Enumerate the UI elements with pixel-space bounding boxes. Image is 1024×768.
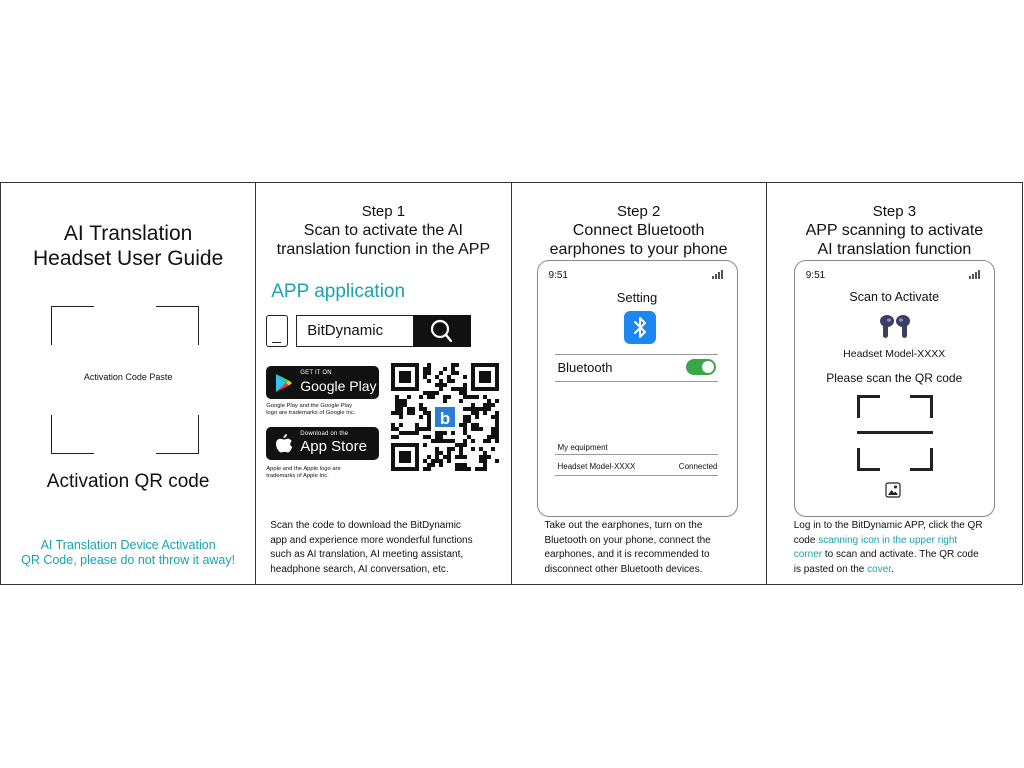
activation-qr-label: Activation QR code <box>46 471 210 492</box>
please-scan-text: Please scan the QR code <box>826 371 963 385</box>
divider <box>555 475 718 476</box>
app-download-qr-code[interactable] <box>391 363 499 471</box>
phone-scan-mockup <box>794 260 995 517</box>
step3-desc-text: to scan and activate. The QR code <box>822 549 979 560</box>
cover-highlight: cover <box>867 563 892 575</box>
bluetooth-toggle[interactable] <box>686 359 716 375</box>
step2-heading-line1: Connect Bluetooth <box>572 222 705 239</box>
step2-panel <box>512 183 767 584</box>
headset-model: Headset Model-XXXX <box>843 348 946 360</box>
step1-desc-line4: headphone search, AI conversation, etc. <box>270 563 449 575</box>
step2-heading <box>512 202 766 259</box>
search-button[interactable] <box>413 315 471 347</box>
google-note-line2: logo are trademarks of Google Inc. <box>266 410 356 416</box>
phone-settings-mockup <box>537 260 738 517</box>
google-play-big-text: Google Play <box>300 378 377 394</box>
my-equipment-label: My equipment <box>557 443 608 452</box>
google-play-badge[interactable] <box>266 366 379 399</box>
google-trademark-note <box>266 403 386 417</box>
activation-code-paste-label: Activation Code Paste <box>83 372 173 382</box>
google-note-line1: Google Play and the Google Play <box>266 403 352 409</box>
guide-title-line1: AI Translation <box>63 222 193 245</box>
app-store-small-text: Download on the <box>300 431 349 437</box>
step1-desc-line2: app and experience more wonderful functions <box>270 534 473 546</box>
app-store-big-text: App Store <box>300 438 367 455</box>
step2-description <box>545 519 779 577</box>
step3-desc-text: is pasted on the <box>793 563 868 575</box>
step3-heading-line2: AI translation function <box>817 241 972 258</box>
guide-title <box>1 221 255 271</box>
step3-desc-line1: Log in to the BitDynamic APP, click the QR <box>793 520 983 531</box>
divider <box>555 454 718 455</box>
step3-heading-line1: APP scanning to activate <box>805 222 984 239</box>
search-icon <box>413 315 471 347</box>
device-row[interactable] <box>558 462 718 471</box>
warning-line1: AI Translation Device Activation <box>40 538 216 552</box>
device-name: Headset Model-XXXX <box>557 462 636 471</box>
scan-frame-icon[interactable] <box>857 395 933 471</box>
step1-description <box>270 519 504 577</box>
step3-panel <box>767 183 1022 584</box>
step1-desc-line1: Scan the code to download the BitDynamic <box>270 520 461 531</box>
google-play-icon <box>275 373 293 393</box>
apple-note-line1: Apple and the Apple logo are <box>266 466 341 472</box>
apple-trademark-note <box>266 466 386 480</box>
svg-text:b: b <box>440 408 451 428</box>
gallery-icon[interactable] <box>885 482 901 498</box>
device-status: Connected <box>678 462 718 471</box>
bluetooth-label: Bluetooth <box>557 360 613 375</box>
step3-description <box>794 519 1014 577</box>
step2-number: Step 2 <box>616 203 661 220</box>
earbuds-icon <box>875 313 915 340</box>
step3-heading <box>767 202 1022 259</box>
step1-desc-line3: such as AI translation, AI meeting assistant, <box>270 549 464 560</box>
user-guide-sheet <box>0 182 1023 585</box>
step3-desc-line2 <box>794 534 1014 549</box>
app-store-badge[interactable] <box>266 427 379 460</box>
corner-highlight: corner <box>793 549 823 560</box>
scan-icon-highlight: scanning icon in the upper right <box>818 534 958 546</box>
step1-heading-line2: translation function in the APP <box>276 241 491 258</box>
phone-icon <box>266 315 288 347</box>
apple-note-line2: trademarks of Apple Inc. <box>266 473 329 479</box>
keep-card-warning <box>1 538 255 568</box>
bluetooth-row[interactable] <box>555 354 718 382</box>
step3-desc-line4 <box>794 563 1014 578</box>
step2-desc-line3: earphones, and it is recommended to <box>544 549 710 560</box>
step2-desc-line4: disconnect other Bluetooth devices. <box>544 563 703 575</box>
google-play-small-text: GET IT ON <box>300 370 332 376</box>
signal-icon <box>712 270 723 279</box>
warning-line2: QR Code, please do not throw it away! <box>21 553 236 567</box>
status-time: 9:51 <box>548 270 568 281</box>
guide-title-line2: Headset User Guide <box>32 247 224 270</box>
app-search-field[interactable]: BitDynamic <box>296 315 414 347</box>
step3-desc-line3 <box>794 548 1014 563</box>
status-time: 9:51 <box>805 270 826 281</box>
step1-panel <box>256 183 511 584</box>
step2-desc-line1: Take out the earphones, turn on the <box>544 520 703 531</box>
apple-icon <box>275 433 293 454</box>
step1-heading-line1: Scan to activate the AI <box>303 222 463 239</box>
app-application-label: APP application <box>271 281 406 302</box>
scan-to-activate-title: Scan to Activate <box>849 290 940 304</box>
step1-number: Step 1 <box>361 203 406 220</box>
signal-icon <box>969 270 980 279</box>
step3-desc-text: . <box>891 563 894 575</box>
bluetooth-icon <box>624 311 656 344</box>
step1-heading <box>256 202 510 259</box>
settings-title: Setting <box>616 290 658 305</box>
step2-desc-line2: Bluetooth on your phone, connect the <box>544 534 711 546</box>
step3-desc-text: code <box>793 534 819 546</box>
step2-heading-line2: earphones to your phone <box>549 241 728 258</box>
step3-number: Step 3 <box>872 203 917 220</box>
cover-panel <box>1 183 256 584</box>
